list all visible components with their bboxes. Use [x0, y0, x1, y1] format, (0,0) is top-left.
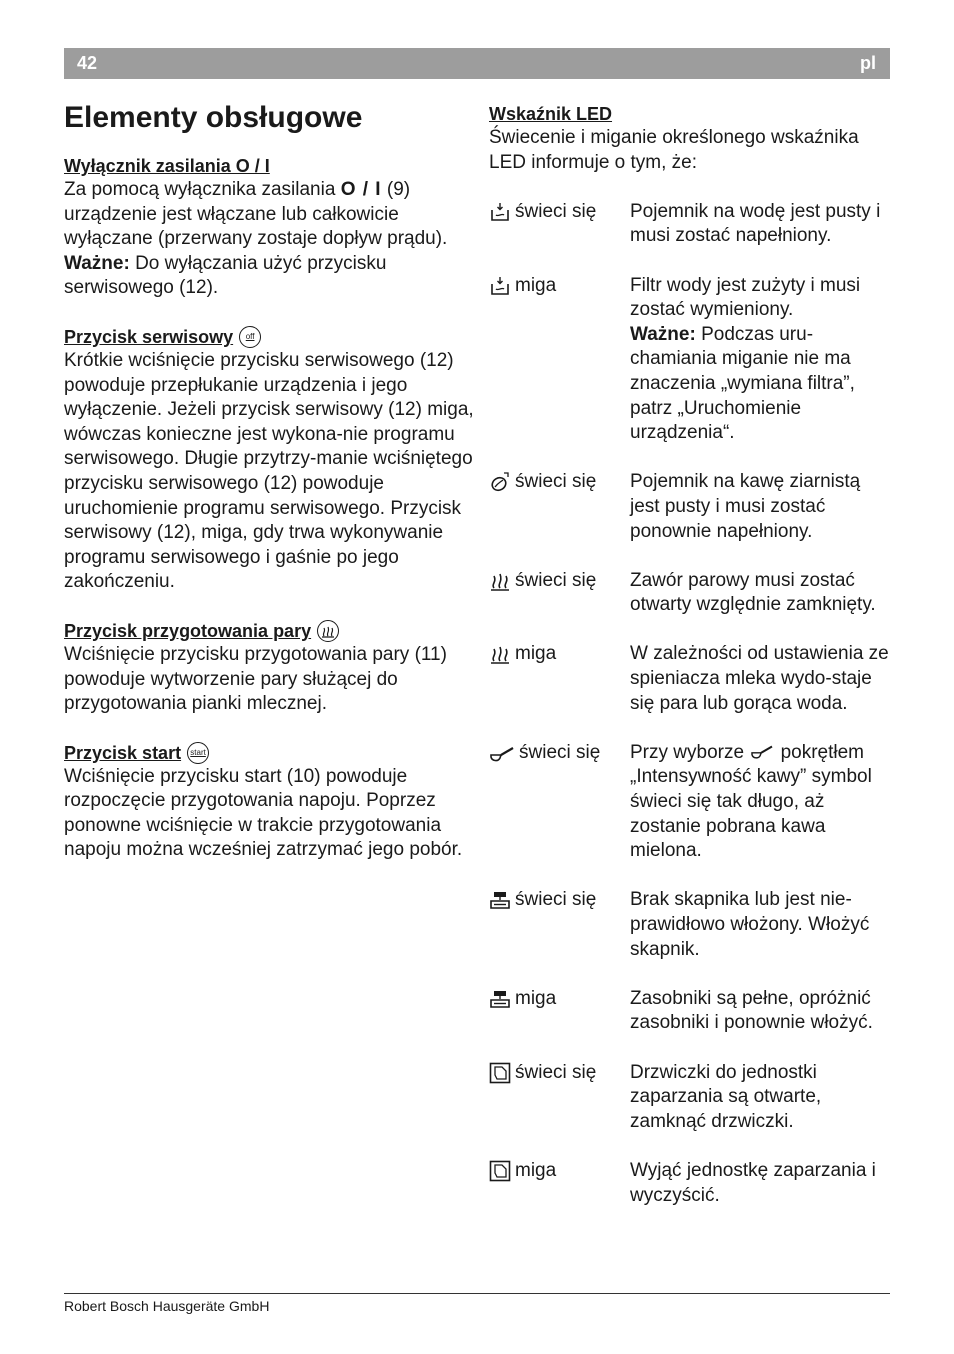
right-column	[489, 102, 893, 1233]
power-text-part: Za pomocą wyłącznika zasilania	[64, 179, 341, 200]
led-state-text: miga	[515, 1159, 557, 1181]
led-description	[630, 274, 893, 446]
water-tank-icon	[489, 201, 511, 223]
start-button-icon	[187, 742, 209, 764]
led-state-text: świeci się	[515, 471, 597, 493]
led-description-text: pokrętłem „Intensywność kawy” symbol świeci się tak długo, aż zostanie pobrana kawa mielona.	[630, 741, 872, 862]
service-heading-label: Przycisk serwisowy	[64, 326, 234, 347]
steam-button-heading	[64, 619, 474, 643]
ground-coffee-scoop-icon	[489, 742, 515, 764]
led-description: Drzwiczki do jednostki zaparzania są otwarte, zamknąć drzwiczki.	[630, 1061, 822, 1132]
left-column	[64, 100, 474, 887]
power-switch-heading: Wyłącznik zasilania O / I	[64, 156, 270, 176]
led-description-text: Przy wyborze	[630, 741, 750, 763]
led-row	[489, 1159, 893, 1208]
led-state-text: świeci się	[515, 889, 597, 911]
section-service-button	[64, 325, 474, 595]
start-heading-label: Przycisk start	[64, 742, 182, 763]
led-state	[489, 1061, 630, 1135]
led-description	[630, 741, 893, 864]
footer-divider	[64, 1293, 890, 1294]
led-state	[489, 741, 630, 864]
led-description: W zależności od ustawienia ze spieniacza mleka wydo-staje się para lub gorąca woda.	[630, 643, 889, 714]
brewing-unit-door-icon	[489, 1160, 511, 1182]
language-code: pl	[860, 53, 876, 73]
steam-icon	[489, 570, 511, 592]
page-header-bar	[64, 48, 890, 79]
led-heading: Wskaźnik LED	[489, 104, 613, 124]
steam-button-text: Wciśnięcie przycisku przygotowania pary (11) powoduje wytworzenie pary służącej do przygotowania pianki mlecznej.	[64, 643, 447, 715]
important-label: Ważne:	[64, 252, 130, 274]
led-description: Zasobniki są pełne, opróżnić zasobniki i ponownie włożyć.	[630, 987, 873, 1034]
led-description: Pojemnik na kawę ziarnistą jest pusty i musi zostać ponownie napełniony.	[630, 471, 861, 542]
led-row	[489, 274, 893, 446]
section-start-button	[64, 741, 474, 863]
drip-tray-icon	[489, 889, 511, 911]
led-state-text: świeci się	[515, 1061, 597, 1083]
power-text-part: (9) urządzenie jest włączane lub całkowicie wyłączane (przerwany zostaje dopływ prądu).	[64, 179, 448, 250]
led-row	[489, 1061, 893, 1135]
power-symbol: O / I	[340, 179, 382, 200]
led-state	[489, 1159, 630, 1208]
led-state	[489, 987, 630, 1036]
led-state-text: miga	[515, 987, 557, 1009]
water-tank-icon	[489, 275, 511, 297]
start-button-text: Wciśnięcie przycisku start (10) powoduje rozpoczęcie przygotowania napoju. Poprzez ponowne wciśnięcie w trakcie przygotowania napoju można wcześniej zatrzymać jego pobór.	[64, 765, 463, 861]
led-state-text: miga	[515, 274, 557, 296]
led-description: Brak skapnika lub jest nie-prawidłowo włożony. Włożyć skapnik.	[630, 889, 870, 960]
page-number: 42	[77, 53, 98, 73]
start-button-heading	[64, 741, 474, 765]
drip-tray-icon	[489, 988, 511, 1010]
led-description-text: Filtr wody jest zużyty i musi zostać wymieniony.	[630, 274, 861, 321]
section-steam-button	[64, 619, 474, 717]
led-description: Zawór parowy musi zostać otwarty względnie zamknięty.	[630, 569, 876, 616]
led-row	[489, 642, 893, 716]
led-intro: Świecenie i miganie określonego wskaźnika LED informuje o tym, że:	[489, 127, 859, 173]
footer-company: Robert Bosch Hausgeräte GmbH	[64, 1298, 270, 1314]
led-state	[489, 888, 630, 962]
led-row	[489, 888, 893, 962]
service-button-heading	[64, 325, 474, 349]
led-state	[489, 274, 630, 446]
led-state-text: świeci się	[519, 741, 601, 763]
led-description: Wyjąć jednostkę zaparzania i wyczyścić.	[630, 1159, 876, 1206]
steam-heading-label: Przycisk przygotowania pary	[64, 620, 312, 641]
led-row	[489, 987, 893, 1036]
led-description: Pojemnik na wodę jest pusty i musi zostać napełniony.	[630, 200, 881, 247]
led-state-text: miga	[515, 643, 557, 665]
led-row	[489, 741, 893, 864]
led-row	[489, 200, 893, 249]
led-state-text: świeci się	[515, 200, 597, 222]
led-state	[489, 642, 630, 716]
led-row	[489, 569, 893, 618]
service-button-text: Krótkie wciśnięcie przycisku serwisowego (12) powoduje przepłukanie urządzenia i jego wyłączenie. Jeżeli przycisk serwisowy (12) miga, wówczas konieczne jest wykona-nie programu serwisowego. Długie przytrzy-manie wciśniętego przycisku serwisowego (12) powoduje uruchomienie programu serwisowego. Przycisk serwisowy (12), miga, gdy trwa wykonywanie programu serwisowego i gaśnie po jego zakończeniu.	[64, 349, 474, 593]
steam-icon	[489, 643, 511, 665]
coffee-bean-icon	[489, 471, 511, 493]
led-state-text: świeci się	[515, 569, 597, 591]
led-state	[489, 470, 630, 544]
page-title: Elementy obsługowe	[64, 101, 363, 134]
section-power-switch	[64, 154, 474, 301]
important-label: Ważne:	[630, 323, 696, 345]
important-text: Do wyłączania użyć przycisku serwisowego (12).	[64, 252, 387, 299]
power-switch-text	[64, 178, 474, 301]
led-row	[489, 470, 893, 544]
led-state	[489, 569, 630, 618]
service-icon-text: off	[245, 331, 255, 341]
start-icon-text: start	[190, 747, 206, 757]
led-state	[489, 200, 630, 249]
ground-coffee-scoop-icon	[749, 741, 775, 761]
important-text: Podczas uru-chamiania miganie nie ma znaczenia „wymiana filtra”, patrz „Uruchomienie urządzenia“.	[630, 323, 855, 444]
service-off-icon	[239, 326, 261, 348]
brewing-unit-door-icon	[489, 1062, 511, 1084]
steam-button-icon	[317, 620, 339, 642]
